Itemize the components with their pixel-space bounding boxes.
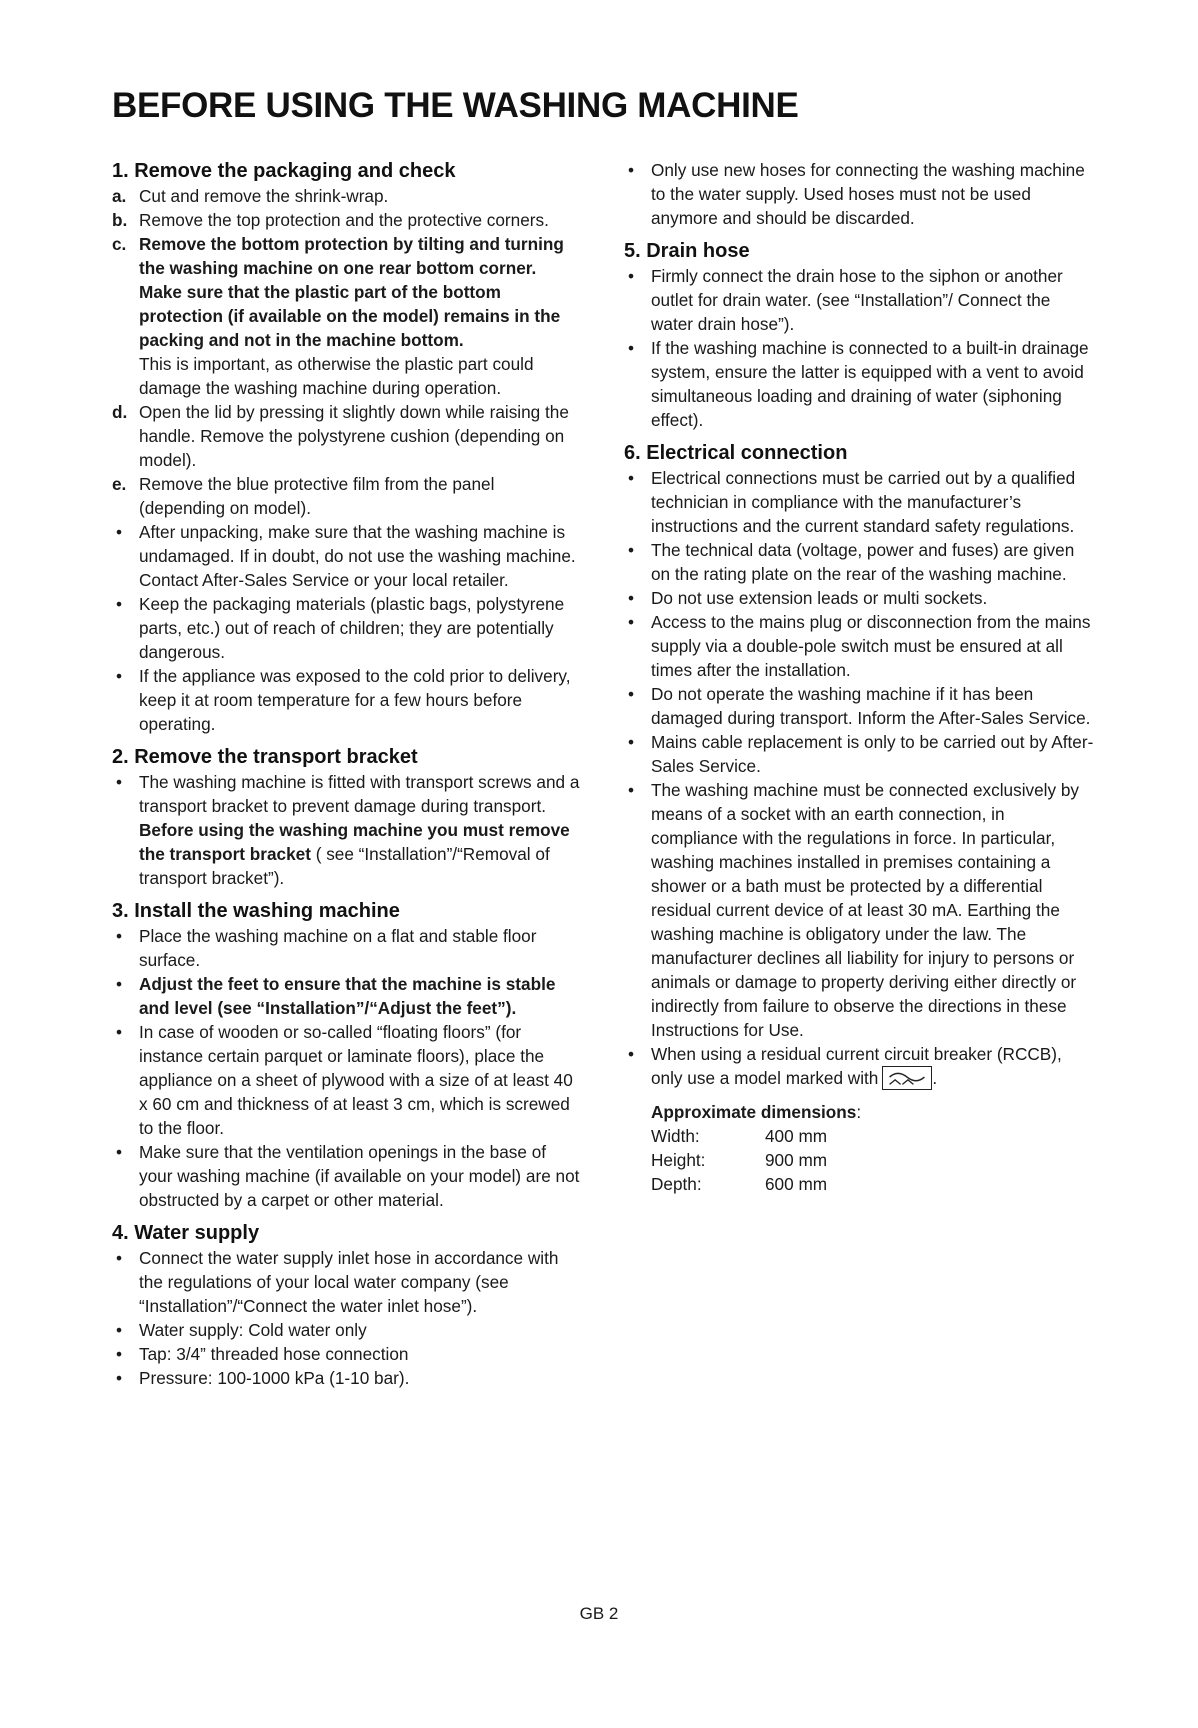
dimension-label: Height: [651,1150,706,1170]
list-item [624,466,1094,538]
list-item [624,682,1094,730]
dimension-value: 400 mm [765,1126,828,1146]
step-a-label: a. [112,186,127,206]
bullet-text: Firmly connect the drain hose to the siphon or another outlet for drain water. (see “Installation”/ Connect the water drain hose”). [651,266,1063,334]
bullet-icon: • [116,594,123,614]
bullet-icon: • [116,1022,123,1042]
step-c-text: Remove the bottom protection by tilting and turning the washing machine on one rear bottom corner. Make sure that the plastic part of the bottom protection (if available on the model) remains in the packing and not in the machine bottom. [139,234,564,350]
bullet-text: In case of wooden or so-called “floating floors” (for instance certain parquet or laminate floors), place the appliance on a sheet of plywood with a size of at least 40 x 60 cm and thickness of at least 3 cm, which is screwed to the floor. [139,1022,573,1138]
list-item [112,1020,582,1140]
step-e [112,472,582,520]
bullet-text: Do not operate the washing machine if it has been damaged during transport. Inform the After-Sales Service. [651,684,1091,728]
dimension-row [651,1124,1094,1148]
list-item [624,336,1094,432]
bullet-icon: • [116,1368,123,1388]
bullet-text: Water supply: Cold water only [139,1320,367,1340]
list-item [112,592,582,664]
rccb-text-end: . [932,1068,938,1088]
step-c-note: This is important, as otherwise the plastic part could damage the washing machine during operation. [139,354,534,398]
dimensions-heading: Approximate dimensions [651,1102,857,1122]
bullet-icon: • [628,266,635,286]
section-5-heading: 5. Drain hose [624,240,750,262]
step-e-text: Remove the blue protective film from the panel (depending on model). [139,474,495,518]
list-item [112,664,582,736]
step-e-label: e. [112,474,127,494]
step-b [112,208,582,232]
dimensions-colon: : [856,1102,862,1122]
bullet-text: Do not use extension leads or multi sockets. [651,588,988,608]
bullet-text: Mains cable replacement is only to be carried out by After-Sales Service. [651,732,1094,776]
rccb-text: When using a residual current circuit breaker (RCCB), only use a model marked with [651,1044,1062,1088]
bullet-text: Make sure that the ventilation openings in the base of your washing machine (if available on your model) are not obstructed by a carpet or other material. [139,1142,580,1210]
step-d-text: Open the lid by pressing it slightly down while raising the handle. Remove the polystyrene cushion (depending on model). [139,402,569,470]
dimension-row [651,1148,1094,1172]
list-item [112,1140,582,1212]
list-item [624,538,1094,586]
bullet-text: After unpacking, make sure that the washing machine is undamaged. If in doubt, do not use the washing machine. Contact After-Sales Service or your local retailer. [139,522,576,590]
bullet-text: Access to the mains plug or disconnection from the mains supply via a double-pole switch must be ensured at all times after the installation. [651,612,1091,680]
step-a-text: Cut and remove the shrink-wrap. [139,186,389,206]
step-c-label: c. [112,234,127,254]
dimension-row [651,1172,1094,1196]
bullet-icon: • [116,926,123,946]
dimension-value: 900 mm [765,1150,828,1170]
bullet-icon: • [628,780,635,800]
list-item [624,1042,1094,1090]
list-item [112,1318,582,1342]
list-item [112,924,582,972]
list-item [112,1246,582,1318]
list-item [112,520,582,592]
step-b-label: b. [112,210,128,230]
page-title: BEFORE USING THE WASHING MACHINE [112,86,799,125]
bullet-icon: • [628,338,635,358]
bullet-bold-text: Before using the washing machine you must remove the transport bracket [139,820,570,864]
list-item [624,730,1094,778]
right-column [624,158,1094,1196]
list-item [624,778,1094,1042]
list-item: • The washing machine is fitted with transport screws and a transport bracket to prevent damage during transport. Before using the washing machine you must remove the transport bracket ( see “Installation”/“Removal of transport bracket”). [116,772,580,888]
bullet-text: Keep the packaging materials (plastic bags, polystyrene parts, etc.) out of reach of children; they are potentially dangerous. [139,594,565,662]
left-column [112,158,582,1390]
bullet-icon: • [116,1142,123,1162]
bullet-icon: • [116,1320,123,1340]
dimensions-heading-line [651,1100,1094,1124]
step-b-text: Remove the top protection and the protective corners. [139,210,549,230]
section-2-heading: 2. Remove the transport bracket [112,746,418,768]
bullet-icon: • [628,1044,635,1064]
bullet-icon: • [116,666,123,686]
list-item [624,586,1094,610]
bullet-text: Connect the water supply inlet hose in accordance with the regulations of your local water company (see “Installation”/“Connect the water inlet hose”). [139,1248,559,1316]
bullet-icon: • [116,1344,123,1364]
page-number: GB 2 [579,1604,619,1623]
list-item [624,264,1094,336]
bullet-icon: • [628,612,635,632]
step-c [112,232,582,352]
section-6-heading: 6. Electrical connection [624,442,848,464]
bullet-icon: • [628,732,635,752]
bullet-text-end: see “Installation”/“Removal of transport bracket”). [139,844,550,888]
step-a [112,184,582,208]
bullet-icon: • [628,468,635,488]
bullet-text: The washing machine is fitted with transport screws and a transport bracket to prevent damage during transport. [139,772,580,816]
list-item [624,610,1094,682]
bullet-text: Tap: 3/4” threaded hose connection [139,1344,409,1364]
step-d [112,400,582,472]
bullet-text: Only use new hoses for connecting the washing machine to the water supply. Used hoses must not be used anymore and should be discarded. [651,160,1085,228]
step-d-label: d. [112,402,128,422]
section-1-heading: 1. Remove the packaging and check [112,160,456,182]
bullet-icon: • [116,974,123,994]
bullet-text: Pressure: 100-1000 kPa (1-10 bar). [139,1368,410,1388]
dimensions-block [624,1100,1094,1196]
rccb-symbol-icon [882,1066,932,1090]
bullet-text: If the washing machine is connected to a built-in drainage system, ensure the latter is equipped with a vent to avoid simultaneous loading and draining of water (siphoning effect). [651,338,1089,430]
bullet-icon: • [628,588,635,608]
bullet-icon: • [628,160,635,180]
list-item [624,158,1094,230]
dimension-label: Width: [651,1126,700,1146]
list-item [112,1342,582,1366]
bullet-text: The technical data (voltage, power and fuses) are given on the rating plate on the rear of the washing machine. [651,540,1075,584]
bullet-icon: • [628,540,635,560]
bullet-icon: • [116,522,123,542]
bullet-icon: • [628,684,635,704]
bullet-text: Adjust the feet to ensure that the machine is stable and level (see “Installation”/“Adjust the feet”). [139,974,556,1018]
bullet-text: Place the washing machine on a flat and stable floor surface. [139,926,537,970]
bullet-text: The washing machine must be connected exclusively by means of a socket with an earth connection, in compliance with the regulations in force. In particular, washing machines installed in premises containing a shower or a bath must be protected by a differential residual current device of at least 30 mA. Earthing the washing machine is obligatory under the law. The manufacturer declines all liability for injury to persons or animals or damage to property deriving either directly or indirectly from failure to observe the directions in these Instructions for Use. [651,780,1080,1040]
bullet-text: If the appliance was exposed to the cold prior to delivery, keep it at room temperature for a few hours before operating. [139,666,571,734]
dimension-value: 600 mm [765,1174,828,1194]
list-item [112,972,582,1020]
bullet-icon: • [116,1248,123,1268]
bullet-text: Electrical connections must be carried out by a qualified technician in compliance with the manufacturer’s instructions and the current standard safety regulations. [651,468,1076,536]
section-3-heading: 3. Install the washing machine [112,900,400,922]
section-4-heading: 4. Water supply [112,1222,260,1244]
dimension-label: Depth: [651,1174,702,1194]
bullet-icon: • [116,772,123,792]
list-item [112,1366,582,1390]
